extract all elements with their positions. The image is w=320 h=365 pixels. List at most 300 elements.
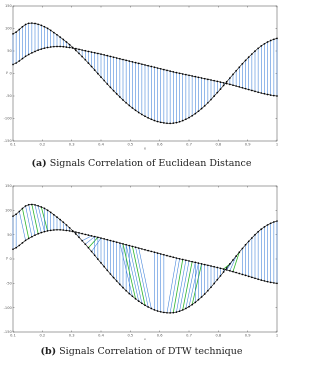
series-2-point [91,51,93,53]
series-1-point [97,73,99,75]
series-2-point [207,78,209,80]
series-1-point [172,122,174,124]
series-2-point [213,80,215,82]
y-tick-label: -50 [5,94,12,99]
y-tick-label: 100 [4,208,12,213]
series-line-2 [13,230,277,284]
series-1-point [213,283,215,285]
series-1-point [163,122,165,124]
x-axis-label: x [143,146,147,151]
series-1-point [122,287,124,289]
series-1-point [248,56,250,58]
series-1-point [251,237,253,239]
series-1-point [94,254,96,256]
series-1-point [22,208,24,210]
series-2-point [169,256,171,258]
series-1-point [122,99,124,101]
series-1-point [260,45,262,47]
correspondence-link [35,205,41,233]
series-2-point [210,265,212,267]
series-2-point [169,70,171,72]
series-2-point [122,59,124,61]
series-2-point [166,70,168,72]
series-1-point [25,205,27,207]
correspondence-link [139,248,152,308]
correspondence-link [26,206,32,237]
series-2-point [128,60,130,62]
series-1-point [25,24,27,26]
series-1-point [179,310,181,312]
series-2-point [40,232,42,234]
y-tick-label: 100 [4,26,12,31]
series-2-point [248,89,250,91]
series-1-point [69,227,71,229]
y-axis-label: y [5,256,9,260]
series-1-point [78,236,80,238]
correspondence-link [85,237,94,245]
series-2-point [147,65,149,67]
x-tick-label: 0.4 [98,142,104,147]
series-1-point [110,273,112,275]
x-tick-label: 0.7 [186,333,192,338]
series-1-point [213,95,215,97]
series-2-point [106,239,108,241]
series-1-point [97,258,99,260]
series-1-point [257,47,259,49]
series-1-point [264,226,266,228]
chart-a [0,0,283,155]
x-tick-label: 0.8 [215,333,222,338]
series-2-point [204,264,206,266]
correspondence-link [132,246,145,305]
series-1-point [75,50,77,52]
series-1-point [157,121,159,123]
series-2-point [66,46,68,48]
series-2-point [53,229,55,231]
series-2-point [172,256,174,258]
series-1-point [245,244,247,246]
series-1-point [179,121,181,123]
series-2-point [201,77,203,79]
series-1-point [12,33,14,35]
series-1-point [84,59,86,61]
x-tick-label: 0.7 [186,142,192,147]
caption-b-label: (b) [40,346,57,357]
series-1-point [172,312,174,314]
series-2-point [135,62,137,64]
series-2-point [125,59,127,61]
series-2-point [119,242,121,244]
series-1-point [210,99,212,101]
correspondence-link [92,238,101,251]
series-2-point [242,87,244,89]
series-1-point [257,231,259,233]
series-1-point [194,302,196,304]
series-1-point [147,117,149,119]
series-1-point [56,216,58,218]
series-2-point [267,281,269,283]
series-2-point [119,58,121,60]
series-1-point [198,110,200,112]
series-2-point [22,58,24,60]
series-2-point [185,74,187,76]
series-2-point [223,268,225,270]
series-1-point [103,266,105,268]
series-2-point [242,274,244,276]
series-2-point [88,234,90,236]
series-1-point [78,53,80,55]
series-2-point [47,230,49,232]
series-1-point [182,120,184,122]
series-1-point [245,59,247,61]
series-1-point [204,105,206,107]
series-1-point [232,259,234,261]
series-1-point [62,39,64,41]
series-1-point [223,85,225,87]
series-1-point [132,295,134,297]
series-1-point [116,280,118,282]
series-2-point [69,230,71,232]
series-1-point [81,56,83,58]
series-1-point [40,206,42,208]
series-2-point [81,233,83,235]
series-1-point [138,112,140,114]
series-2-point [15,62,17,64]
series-1-point [207,102,209,104]
series-2-point [238,86,240,88]
correspondence-link [32,204,38,233]
series-2-point [235,272,237,274]
series-1-point [160,311,162,313]
series-2-point [182,73,184,75]
series-1-point [216,92,218,94]
series-1-point [169,123,171,125]
series-2-point [160,253,162,255]
x-tick-label: 0.5 [127,142,134,147]
series-1-point [18,211,20,213]
series-2-point [37,49,39,51]
series-2-point [34,234,36,236]
series-2-point [150,66,152,68]
series-2-point [150,251,152,253]
series-1-point [160,121,162,123]
series-1-point [44,26,46,28]
series-1-point [37,205,39,207]
series-2-point [59,46,61,48]
series-1-point [235,255,237,257]
correspondence-link [38,206,44,232]
series-1-point [150,308,152,310]
series-1-point [66,224,68,226]
series-1-point [238,251,240,253]
series-1-point [31,22,33,24]
caption-b [0,346,283,357]
series-2-point [22,242,24,244]
series-1-point [75,233,77,235]
series-2-point [25,55,27,57]
series-2-point [229,84,231,86]
series-2-point [59,229,61,231]
series-2-point [226,269,228,271]
y-tick-label: -100 [3,116,12,121]
series-1-point [62,221,64,223]
series-2-point [125,244,127,246]
correspondence-link [22,208,28,238]
series-1-point [132,107,134,109]
x-tick-label: 0.5 [127,333,134,338]
series-2-point [235,85,237,87]
series-2-point [84,50,86,52]
series-1-point [31,204,33,206]
series-2-point [201,263,203,265]
correspondence-link [136,247,149,307]
series-2-point [223,82,225,84]
series-1-point [128,293,130,295]
series-1-point [182,309,184,311]
series-2-point [53,46,55,48]
series-2-point [25,240,27,242]
series-2-point [50,229,52,231]
series-2-point [44,231,46,233]
series-2-point [110,240,112,242]
series-1-point [273,221,275,223]
series-2-point [138,247,140,249]
series-1-point [238,66,240,68]
series-1-point [169,312,171,314]
series-2-point [18,60,20,62]
series-2-point [207,264,209,266]
series-2-point [179,258,181,260]
series-2-point [144,64,146,66]
series-2-point [116,241,118,243]
caption-b-text: Signals Correlation of DTW technique [59,346,243,357]
series-2-point [176,257,178,259]
series-2-point [66,230,68,232]
correspondence-link [233,252,239,271]
series-1-point [267,224,269,226]
series-2-point [62,229,64,231]
series-1-point [100,76,102,78]
series-1-point [207,290,209,292]
series-1-point [100,262,102,264]
y-axis-label: y [5,70,9,75]
x-tick-label: 0.2 [39,333,46,338]
series-2-point [226,83,228,85]
y-tick-label: 150 [4,4,12,9]
series-1-point [185,118,187,120]
series-1-point [154,309,156,311]
series-2-point [78,232,80,234]
series-1-point [201,108,203,110]
series-2-point [154,251,156,253]
x-tick-label: 0.8 [215,142,222,147]
series-1-point [157,310,159,312]
series-1-point [59,219,61,221]
series-2-point [182,259,184,261]
series-1-point [91,66,93,68]
x-tick-label: 0.4 [98,333,104,338]
series-1-point [94,69,96,71]
series-2-point [251,276,253,278]
series-1-point [144,115,146,117]
series-2-point [135,246,137,248]
series-2-point [245,275,247,277]
series-1-point [88,247,90,249]
series-1-point [210,286,212,288]
series-1-point [113,277,115,279]
series-1-point [22,26,24,28]
series-1-point [260,228,262,230]
y-tick-label: 150 [4,184,12,189]
series-2-point [176,72,178,74]
series-1-point [110,87,112,89]
series-2-point [248,276,250,278]
series-2-point [163,254,165,256]
series-1-point [166,312,168,314]
series-1-point [106,83,108,85]
series-1-point [47,28,49,30]
correspondence-link [29,205,35,235]
series-2-point [229,270,231,272]
series-2-point [106,55,108,57]
series-2-point [194,262,196,264]
series-1-point [135,109,137,111]
y-tick-label: -50 [5,281,12,286]
series-2-point [163,69,165,71]
series-1-point [116,93,118,95]
series-2-point [47,47,49,49]
series-1-point [154,120,156,122]
series-2-point [264,280,266,282]
series-2-point [232,84,234,86]
series-2-point [122,243,124,245]
series-1-point [254,50,256,52]
series-1-point [176,122,178,124]
x-tick-label: 0.6 [156,333,163,338]
series-1-point [235,70,237,72]
series-1-point [188,117,190,119]
series-1-point [267,41,269,43]
series-2-point [94,236,96,238]
series-2-point [213,266,215,268]
x-tick-label: 1 [275,333,279,338]
series-2-point [75,231,77,233]
series-1-point [84,243,86,245]
series-1-point [270,40,272,42]
series-1-point [28,22,30,24]
y-tick-label: -150 [3,330,12,335]
x-tick-label: 0.2 [39,142,46,147]
series-2-point [238,273,240,275]
y-tick-label: 0 [9,71,12,76]
series-2-point [232,271,234,273]
series-2-point [84,234,86,236]
series-1-point [128,105,130,107]
series-1-point [91,251,93,253]
series-1-point [53,214,55,216]
series-1-point [119,96,121,98]
series-1-point [194,113,196,115]
x-tick-label: 1 [275,142,279,147]
series-2-point [91,235,93,237]
series-2-point [37,233,39,235]
series-2-point [97,53,99,55]
series-2-point [204,78,206,80]
series-2-point [154,66,156,68]
series-2-point [12,248,14,250]
series-2-point [141,248,143,250]
x-tick-label: 0.9 [244,142,251,147]
series-2-point [220,267,222,269]
series-2-point [257,91,259,93]
series-1-point [254,234,256,236]
series-1-point [176,311,178,313]
series-1-point [191,304,193,306]
series-2-point [257,278,259,280]
x-tick-label: 0.3 [68,142,75,147]
caption-a-text: Signals Correlation of Euclidean Distance [49,158,252,169]
series-2-point [267,94,269,96]
y-tick-label: -150 [3,139,12,144]
series-1-point [56,34,58,36]
series-2-point [138,63,140,65]
series-2-point [188,260,190,262]
x-tick-label: 0.6 [156,142,163,147]
series-2-point [198,76,200,78]
series-2-point [28,238,30,240]
series-2-point [128,245,130,247]
series-1-point [185,308,187,310]
series-2-point [44,47,46,49]
series-1-point [166,122,168,124]
series-1-point [15,213,17,215]
series-2-point [179,72,181,74]
series-2-point [270,282,272,284]
y-tick-label: -100 [3,305,12,310]
series-2-point [220,81,222,83]
series-1-point [12,215,14,217]
series-1-point [242,63,244,65]
series-1-point [88,62,90,64]
series-2-point [110,56,112,58]
series-2-point [188,74,190,76]
series-2-point [157,252,159,254]
series-1-point [125,102,127,104]
series-1-point [251,53,253,55]
series-1-point [150,118,152,120]
series-2-point [147,250,149,252]
series-2-point [12,64,14,66]
series-1-point [135,298,137,300]
correspondence-links [13,204,277,312]
series-1-point [34,23,36,25]
series-2-point [113,56,115,58]
series-1-point [220,88,222,90]
series-1-point [242,248,244,250]
y-tick-label: 50 [7,49,12,54]
series-1-point [226,81,228,83]
series-2-point [72,47,74,49]
series-1-point [66,41,68,43]
series-1-point [15,31,17,33]
series-1-point [276,220,278,222]
series-1-point [232,74,234,76]
series-2-point [264,93,266,95]
series-2-point [88,51,90,53]
series-2-point [94,52,96,54]
series-2-point [270,94,272,96]
series-2-point [191,75,193,77]
